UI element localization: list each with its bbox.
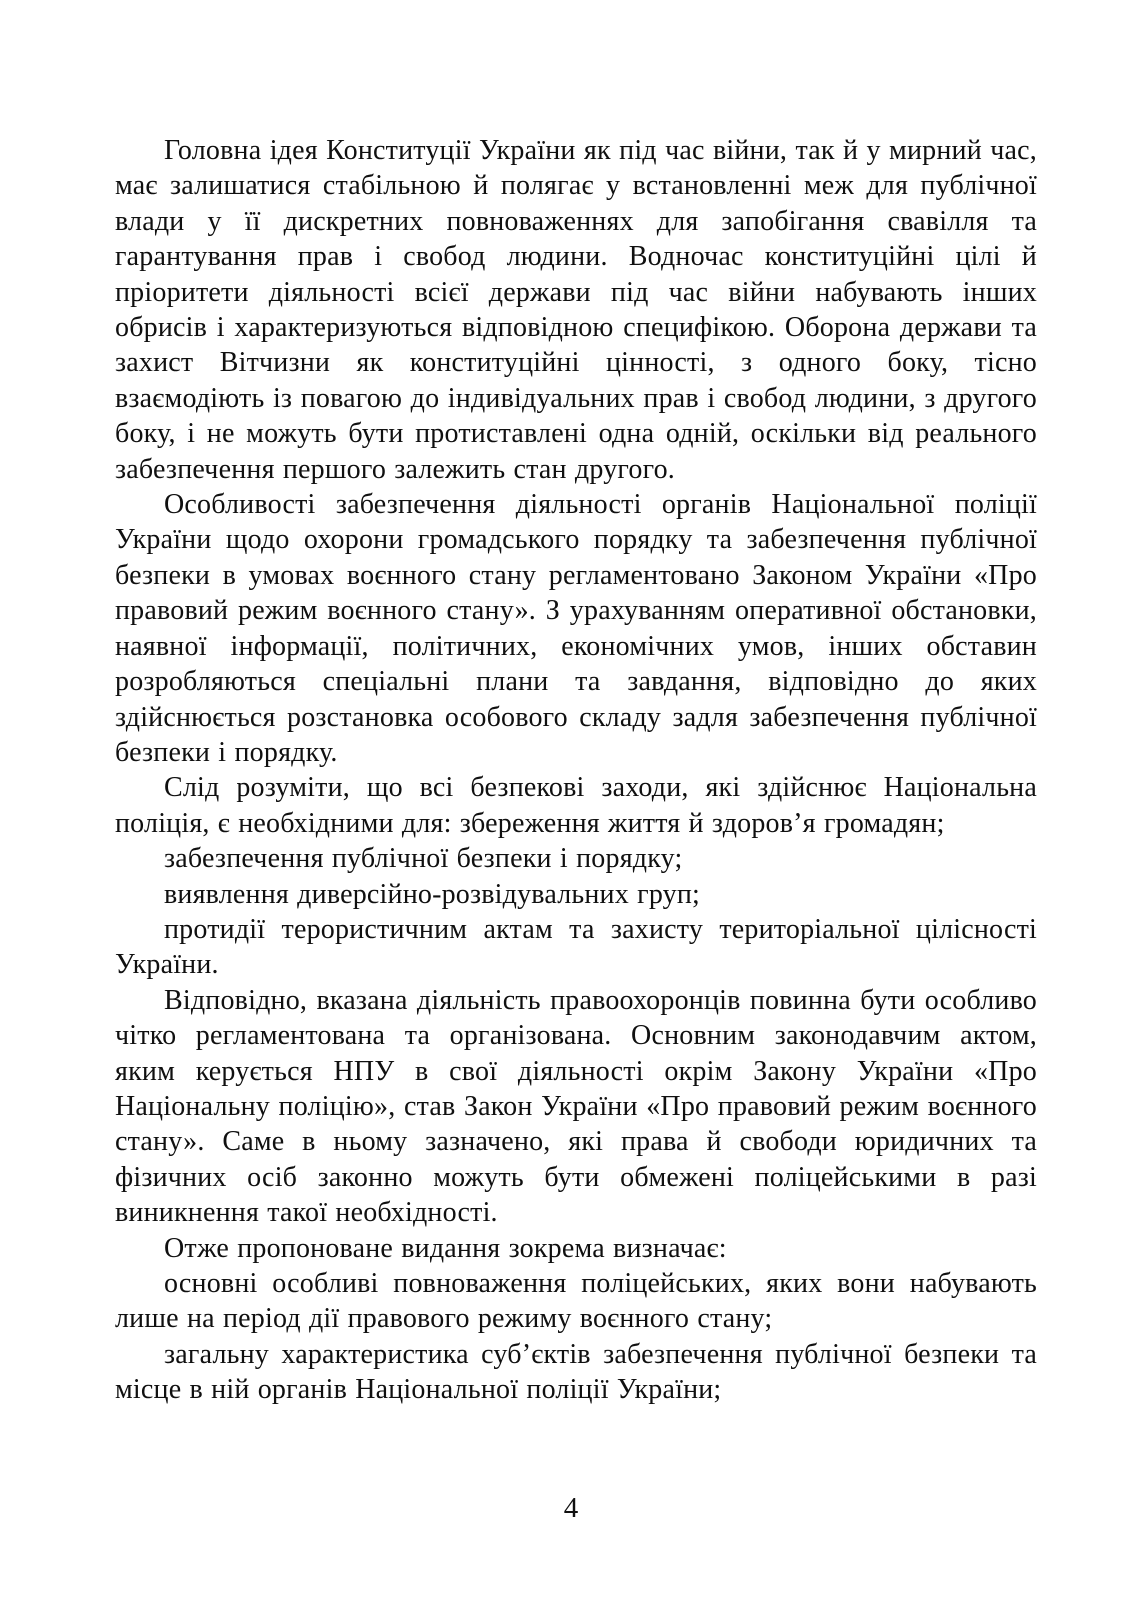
paragraph: Особливості забезпечення діяльності органів Національної поліції України щодо охорони громадського порядку та забезпечення публічної безпеки в умовах воєнного стану регламентовано Законом України «Про правовий режим воєнного стану». З урахуванням оперативної обстановки, наявної інформації, політичних, економічних умов, інших обставин розробляються спеціальні плани та завдання, відповідно до яких здійснюється розстановка особового складу задля забезпечення публічної безпеки і порядку. xyxy=(115,489,1037,768)
paragraph: Головна ідея Конституції України як під час війни, так й у мирний час, має залишатися стабільною й полягає у встановленні меж для публічної влади у її дискретних повноваженнях для запобігання свавілля та гарантування прав і свобод людини. Водночас конституційні цілі й пріоритети діяльності всієї держави під час війни набувають інших обрисів і характеризуються відповідною специфікою. Оборона держави та захист Вітчизни як конституційні цінності, з одного боку, тісно взаємодіють із повагою до індивідуальних прав і свобод людини, з другого боку, і не можуть бути протиставлені одна одній, оскільки від реального забезпечення першого залежить стан другого. xyxy=(115,135,1037,485)
paragraph: Отже пропоноване видання зокрема визначає: xyxy=(164,1232,727,1264)
paragraph: Слід розуміти, що всі безпекові заходи, які здійснює Національна поліція, є необхідними для: збереження життя й здоров’я громадян; xyxy=(115,772,1037,839)
paragraph: Відповідно, вказана діяльність правоохоронців повинна бути особливо чітко регламентована та організована. Основним законодавчим актом, яким керується НПУ в свої діяльності окрім Закону України «Про Національну поліцію», став Закон України «Про правовий режим воєнного стану». Саме в ньому зазначено, які права й свободи юридичних та фізичних осіб законно можуть бути обмежені поліцейськими в разі виникнення такої необхідності. xyxy=(115,984,1037,1229)
list-paragraph: виявлення диверсійно-розвідувальних груп; xyxy=(164,878,701,910)
list-paragraph: основні особливі повноваження поліцейських, яких вони набувають лише на період дії правового режиму воєнного стану; xyxy=(115,1268,1037,1335)
list-paragraph: протидії терористичним актам та захисту територіальної цілісності України. xyxy=(115,913,1037,981)
list-paragraph: забезпечення публічної безпеки і порядку; xyxy=(164,843,683,875)
list-paragraph: загальну характеристика суб’єктів забезпечення публічної безпеки та місце в ній органів Національної поліції України; xyxy=(115,1338,1037,1406)
body-text xyxy=(115,133,1037,1408)
page-number: 4 xyxy=(563,1492,579,1524)
